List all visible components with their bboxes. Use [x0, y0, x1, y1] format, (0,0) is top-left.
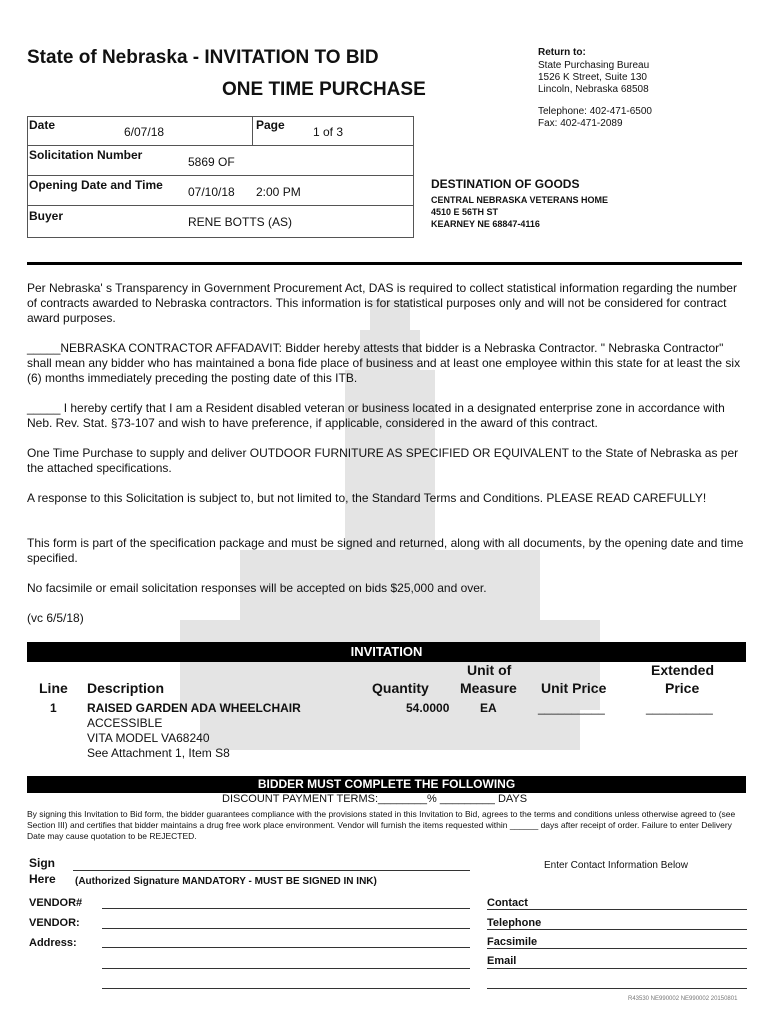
- destination-line-2: 4510 E 56TH ST: [431, 207, 499, 217]
- solicitation-value: 5869 OF: [188, 155, 235, 169]
- destination-line-3: KEARNEY NE 68847-4116: [431, 219, 540, 229]
- vendor-label: VENDOR:: [29, 917, 80, 929]
- vendor-field[interactable]: [102, 928, 470, 929]
- address-field-1[interactable]: [102, 947, 470, 948]
- signature-caption: (Authorized Signature MANDATORY - MUST BE SIGNED IN INK): [75, 876, 377, 887]
- vendor-number-label: VENDOR#: [29, 897, 83, 909]
- telephone-field[interactable]: [487, 929, 747, 930]
- sign-label-2: Here: [29, 872, 56, 886]
- paragraph-affidavit: _____NEBRASKA CONTRACTOR AFFADAVIT: Bidder hereby attests that bidder is a Nebraska Contractor. " Nebraska Contractor" shall mean any bidder who has maintained a bona fide place of business and at least one employee within this state for at least the six (6) months immediately preceding the posting date of this ITB.: [27, 341, 741, 385]
- email-label: Email: [487, 955, 517, 967]
- opening-label: Opening Date and Time: [29, 178, 163, 192]
- discount-terms[interactable]: DISCOUNT PAYMENT TERMS:________% _________ DAYS: [222, 793, 528, 805]
- facsimile-field[interactable]: [487, 948, 747, 949]
- solicitation-label: Solicitation Number: [29, 148, 143, 162]
- item-description-3: VITA MODEL VA68240: [87, 731, 210, 745]
- bidder-bar: BIDDER MUST COMPLETE THE FOLLOWING: [27, 776, 746, 793]
- item-extended-price[interactable]: __________: [646, 701, 713, 715]
- address-label: Address:: [29, 937, 77, 949]
- buyer-value: RENE BOTTS (AS): [188, 215, 293, 229]
- destination-line-1: CENTRAL NEBRASKA VETERANS HOME: [431, 195, 609, 205]
- fax-text: Fax: 402-471-2089: [538, 118, 623, 129]
- date-value: 6/07/18: [124, 125, 165, 139]
- col-unit-price: Unit Price: [541, 680, 607, 696]
- destination-label: DESTINATION OF GOODS: [431, 177, 580, 191]
- col-quantity: Quantity: [372, 680, 429, 696]
- section-divider: [27, 262, 742, 265]
- return-to-label: Return to:: [538, 47, 586, 58]
- date-label: Date: [29, 118, 56, 132]
- item-description-2: ACCESSIBLE: [87, 716, 163, 730]
- item-uom: EA: [480, 701, 497, 715]
- address-field-3[interactable]: [102, 988, 470, 989]
- page-value: 1 of 3: [313, 125, 344, 139]
- email-field[interactable]: [487, 968, 747, 969]
- telephone-text: Telephone: 402-471-6500: [538, 106, 652, 117]
- page-label: Page: [256, 118, 285, 132]
- vendor-number-field[interactable]: [102, 908, 470, 909]
- col-extended-1: Extended: [651, 662, 715, 678]
- paragraph-certify: _____ I hereby certify that I am a Resident disabled veteran or business located in a designated enterprise zone in accordance with Neb. Rev. Stat. §73-107 and wish to have preference, if applicable, considered in the award of this contract.: [27, 401, 725, 430]
- paragraph-no-fax: No facsimile or email solicitation responses will be accepted on bids $25,000 and over.: [27, 581, 487, 595]
- return-address-2: 1526 K Street, Suite 130: [538, 72, 647, 83]
- contact-extra-field[interactable]: [487, 988, 747, 989]
- item-line-number: 1: [50, 701, 57, 715]
- contact-field[interactable]: [487, 909, 747, 910]
- col-line: Line: [39, 680, 68, 696]
- col-uom-2: Measure: [460, 680, 517, 696]
- facsimile-label: Facsimile: [487, 936, 538, 948]
- address-field-2[interactable]: [102, 968, 470, 969]
- footer-code: R43530 NE990002 NE990002 20150801: [628, 996, 738, 1002]
- item-quantity: 54.0000: [406, 701, 450, 715]
- opening-date: 07/10/18: [188, 185, 235, 199]
- return-address-1: State Purchasing Bureau: [538, 60, 650, 71]
- title-line-2: ONE TIME PURCHASE: [222, 79, 426, 100]
- item-description-4: See Attachment 1, Item S8: [87, 746, 230, 760]
- paragraph-form: This form is part of the specification package and must be signed and returned, along with all documents, by the opening date and time specified.: [27, 536, 744, 565]
- sign-label-1: Sign: [29, 856, 55, 870]
- col-uom-1: Unit of: [467, 662, 512, 678]
- col-extended-2: Price: [665, 680, 700, 696]
- signature-line[interactable]: [73, 870, 470, 871]
- invitation-bar: INVITATION: [27, 642, 746, 662]
- contact-info-caption: Enter Contact Information Below: [544, 860, 688, 871]
- telephone-label: Telephone: [487, 917, 542, 929]
- paragraph-vc: (vc 6/5/18): [27, 611, 84, 625]
- paragraph-transparency: Per Nebraska' s Transparency in Government Procurement Act, DAS is required to collect statistical information regarding the number of contracts awarded to Nebraska contractors. This information is for statistical purposes only and will not be considered for contract award purposes.: [27, 281, 737, 325]
- fine-print: By signing this Invitation to Bid form, the bidder guarantees compliance with the provisions stated in this Invitation to Bid, agrees to the terms and conditions unless otherwise agreed to (see Section III) and certifies that bidder maintains a drug free work place environment. Vendor will furnish the items requested within ______ days after receipt of order. Failure to enter Delivery Date may cause quotation to be REJECTED.: [27, 809, 736, 841]
- return-address-3: Lincoln, Nebraska 68508: [538, 84, 649, 95]
- buyer-label: Buyer: [29, 209, 64, 223]
- col-description: Description: [87, 680, 165, 696]
- paragraph-purchase: One Time Purchase to supply and deliver OUTDOOR FURNITURE AS SPECIFIED OR EQUIVALENT to the State of Nebraska as per the attached specifications.: [27, 446, 739, 475]
- paragraph-terms: A response to this Solicitation is subject to, but not limited to, the Standard Terms and Conditions. PLEASE READ CAREFULLY!: [27, 491, 707, 505]
- opening-time: 2:00 PM: [256, 185, 301, 199]
- item-description-1: RAISED GARDEN ADA WHEELCHAIR: [87, 701, 301, 715]
- item-unit-price[interactable]: __________: [538, 701, 605, 715]
- title-line-1: State of Nebraska - INVITATION TO BID: [27, 47, 379, 68]
- contact-label: Contact: [487, 897, 528, 909]
